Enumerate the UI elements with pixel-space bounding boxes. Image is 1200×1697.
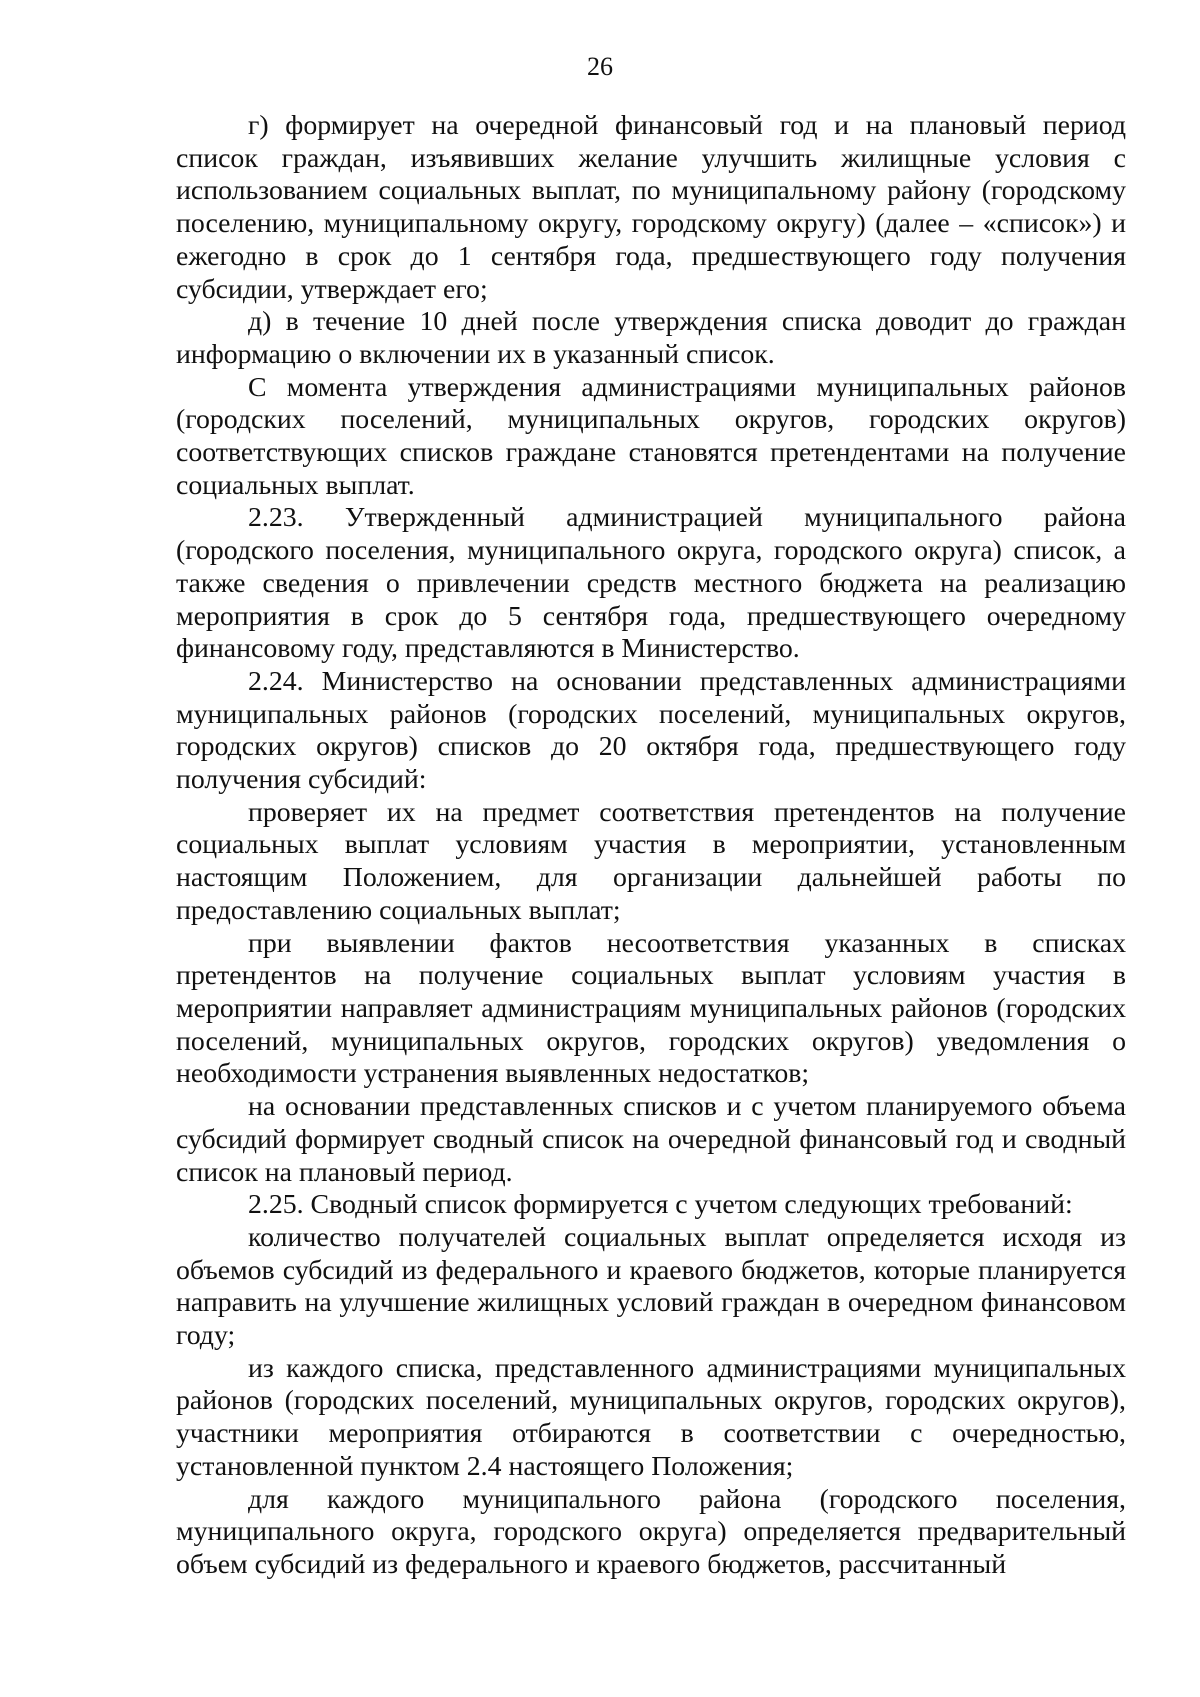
paragraph-2-24: 2.24. Министерство на основании представленных администрациями муниципальных районов (городских поселений, муниципальных округов, городских округов) списков до 20 октября года, предшествующего году получения субсидий: [176, 665, 1126, 796]
paragraph-2-25: 2.25. Сводный список формируется с учетом следующих требований: [248, 1189, 1073, 1221]
paragraph-selection-order: из каждого списка, представленного администрациями муниципальных районов (городских поселений, муниципальных округов, городских округов), участники мероприятия отбираются в соответствии с очередностью, установленной пунктом 2.4 настоящего Положения; [176, 1352, 1126, 1482]
paragraph-item-g: г) формирует на очередной финансовый год и на плановый период список граждан, изъявивших желание улучшить жилищные условия с использованием социальных выплат, по муниципальному району (городскому поселению, муниципальному округу, городскому округу) (далее – «список») и ежегодно в срок до 1 сентября года, предшествующего году получения субсидии, утверждает его; [176, 110, 1126, 305]
paragraph-preliminary-volume: для каждого муниципального района (городского поселения, муниципального округа, городского округа) определяется предварительный объем субсидий из федерального и краевого бюджетов, рассчитанный [176, 1483, 1126, 1580]
paragraph-recipients-count: количество получателей социальных выплат определяется исходя из объемов субсидий из федерального и краевого бюджетов, которые планируется направить на улучшение жилищных условий граждан в очередном финансовом году; [176, 1221, 1126, 1352]
paragraph-sends-notifications: при выявлении фактов несоответствия указанных в списках претендентов на получение социальных выплат условиям участия в мероприятии направляет администрациям муниципальных районов (городских поселений, муниципальных округов, городских округов) уведомления о необходимости устранения выявленных недостатков; [176, 927, 1126, 1090]
paragraph-candidates-status: С момента утверждения администрациями муниципальных районов (городских поселений, муниципальных округов, городских округов) соответствующих списков граждане становятся претендентами на получение социальных выплат. [176, 371, 1126, 501]
paragraph-forms-summary-list: на основании представленных списков и с учетом планируемого объема субсидий формирует сводный список на очередной финансовый год и сводный список на плановый период. [176, 1091, 1126, 1188]
paragraph-2-23: 2.23. Утвержденный администрацией муниципального района (городского поселения, муниципального округа, городского округа) список, а также сведения о привлечении средств местного бюджета на реализацию мероприятия в срок до 5 сентября года, предшествующего очередному финансовому году, представляются в Министерство. [176, 502, 1126, 665]
page-number: 26 [587, 52, 613, 81]
paragraph-item-d: д) в течение 10 дней после утверждения списка доводит до граждан информацию о включении их в указанный список. [176, 306, 1126, 370]
document-body [176, 110, 1126, 1582]
paragraph-checks-compliance: проверяет их на предмет соответствия претендентов на получение социальных выплат условиям участия в мероприятии, установленным настоящим Положением, для организации дальнейшей работы по предоставлению социальных выплат; [176, 796, 1126, 926]
